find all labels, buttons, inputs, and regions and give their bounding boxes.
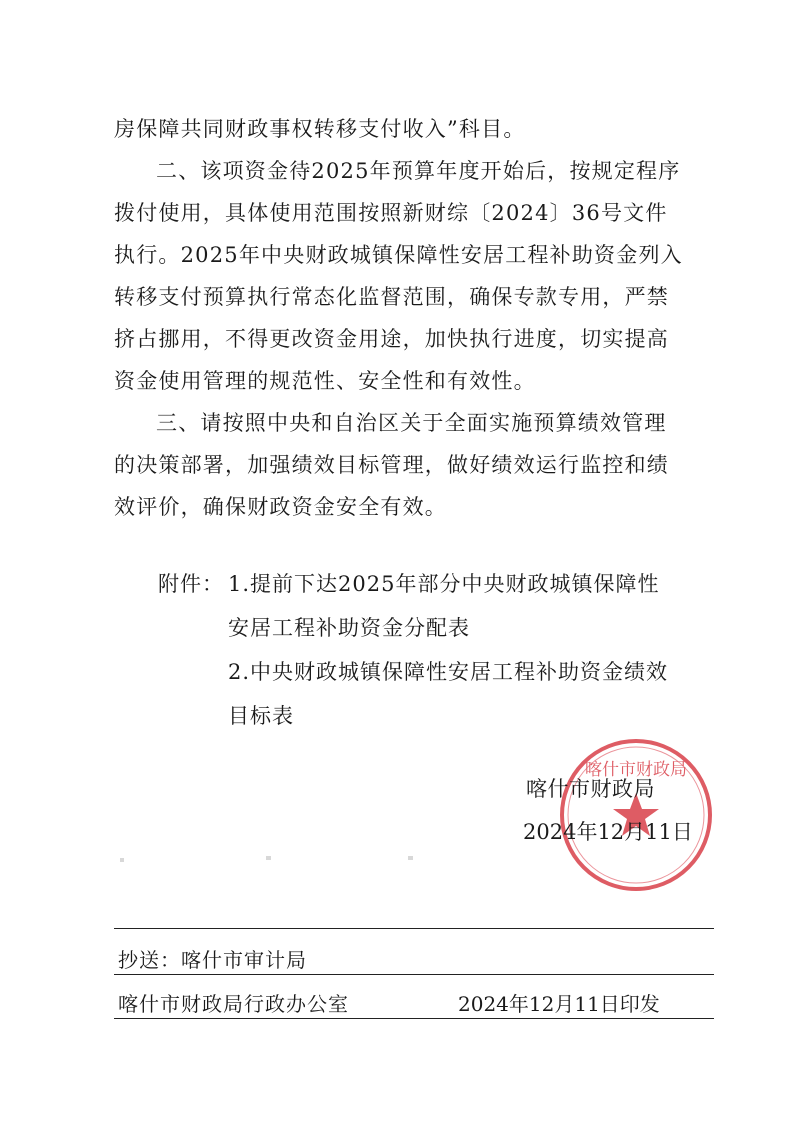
document-body [114,108,686,528]
attachments-label: 附件： [158,572,224,596]
scan-speck [408,856,413,860]
official-seal-icon [556,735,716,895]
signature-organization: 喀什市财政局 [526,777,655,801]
attachment-item-1: 1.提前下达2025年部分中央财政城镇保障性安居工程补助资金分配表 [228,572,660,640]
issuer-office: 喀什市财政局行政办公室 [118,992,349,1016]
scan-speck [266,856,271,860]
footer-bottom-rule [114,1018,714,1019]
seal-text: 喀什市财政局 [585,760,687,780]
scan-speck [120,858,124,862]
paragraph-2: 二、该项资金待2025年预算年度开始后，按规定程序拨付使用，具体使用范围按照新财综〔2024〕36号文件执行。2025年中央财政城镇保障性安居工程补助资金列入转移支付预算执行常态化监督范围，确保专款专用，严禁挤占挪用，不得更改资金用途，加快执行进度，切实提高资金使用管理的规范性、安全性和有效性。 [114,159,683,393]
attachment-item-2: 2.中央财政城镇保障性安居工程补助资金绩效目标表 [228,660,669,728]
body-line-continuation: 房保障共同财政事权转移支付收入”科目。 [114,117,526,141]
cc-line: 抄送：喀什市审计局 [118,948,307,972]
paragraph-3: 三、请按照中央和自治区关于全面实施预算绩效管理的决策部署，加强绩效目标管理，做好绩效运行监控和绩效评价，确保财政资金安全有效。 [114,411,669,519]
signature-date: 2024年12月11日 [523,820,693,844]
footer-middle-rule [114,974,714,975]
footer-top-rule [114,928,714,929]
attachments-block [158,562,678,738]
issue-date: 2024年12月11日印发 [458,992,660,1016]
